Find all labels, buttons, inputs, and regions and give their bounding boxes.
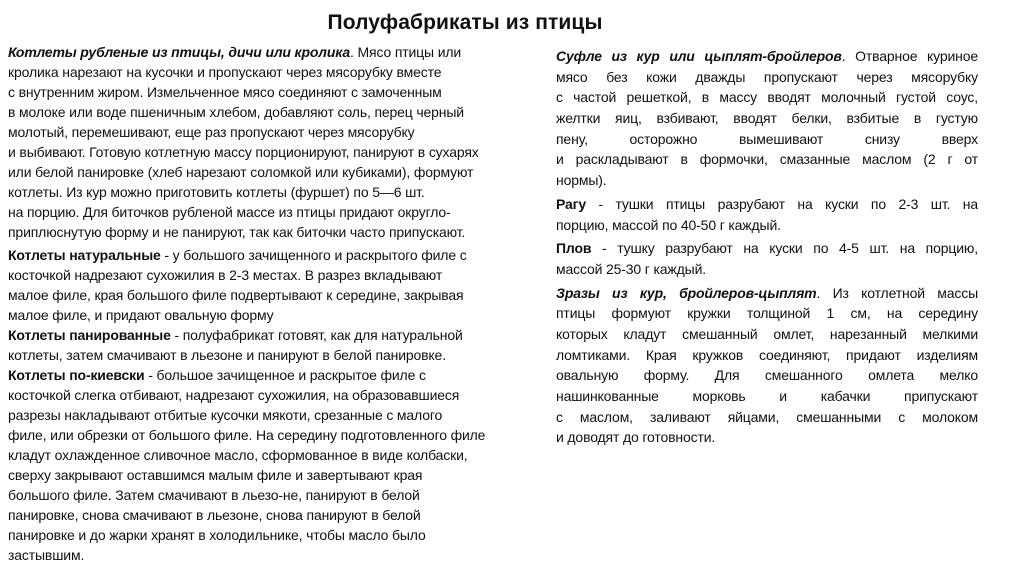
paragraph-breaded-cutlets	[8, 325, 553, 365]
paragraph-ragout	[556, 194, 978, 235]
text-line: с маслом, заливают яйцами, смешанными с молоком	[556, 408, 978, 425]
paragraph-souffle	[556, 46, 978, 191]
paragraph-heading: Рагу	[556, 195, 586, 212]
text-line: Рагу - тушки птицы разрубают на куски по 2-3 шт. на	[556, 195, 978, 212]
text-line: разрезы накладывают отбитые кусочки мякоти, срезанные с малого	[8, 407, 443, 423]
paragraph-heading: Котлеты по-киевски	[8, 367, 145, 383]
paragraph-heading: Суфле из кур или цыплят-бройлеров	[556, 48, 842, 64]
text-line: ломтиками. Края кружков соединяют, придают изделиям	[556, 346, 978, 363]
text-line: Котлеты рубленые из птицы, дичи или кролика. Мясо птицы или	[8, 44, 462, 60]
paragraph-heading: Котлеты натуральные	[8, 247, 161, 263]
text-line: молотый, перемешивают, еще раз пропускают через мясорубку	[8, 124, 415, 140]
text-line: и доводят до готовности.	[556, 429, 716, 446]
text-line: и раскладывают в формочки, смазанные маслом (2 г от	[556, 151, 978, 168]
text-line: с внутренним жиром. Измельченное мясо соединяют с замоченным	[8, 84, 442, 100]
text-line: нормы).	[556, 172, 607, 189]
text-line: на порцию. Для биточков рубленой массе из птицы придают округло-	[8, 204, 451, 220]
text-line: пену, осторожно вымешивают снизу вверх	[556, 130, 978, 147]
text-line: сверху закрывают оставшимся малым филе и завертывают края	[8, 467, 423, 483]
paragraph-chopped-cutlets	[8, 42, 553, 242]
text-line: с частой решеткой, в массу вводят молочный густой соус,	[556, 89, 978, 106]
right-column	[556, 46, 978, 448]
text-line: или белой панировке (хлеб нарезают соломкой или кубиками), формуют	[8, 164, 474, 180]
text-line: панировке, снова смачивают в льезоне, снова панируют в белой	[8, 507, 421, 523]
text-line: малое филе, и придают овальную форму	[8, 307, 274, 323]
text-line: малое филе, края большого филе подвертывают к середине, закрывая	[8, 287, 464, 303]
text-line: и выбивают. Готовую котлетную массу порционируют, панируют в сухарях	[8, 144, 479, 160]
text-line: Котлеты панированные - полуфабрикат готовят, как для натуральной	[8, 327, 463, 343]
paragraph-natural-cutlets	[8, 245, 553, 325]
text-line: котлеты, затем смачивают в льезоне и панируют в белой панировке.	[8, 347, 446, 363]
text-line: Котлеты натуральные - у большого зачищенного и раскрытого филе с	[8, 247, 467, 263]
paragraph-heading: Зразы из кур, бройлеров-цыплят	[556, 284, 817, 301]
text-line: застывшим.	[8, 547, 85, 563]
text-line: массой 25-30 г каждый.	[556, 260, 706, 277]
text-line: косточкой слегка отбивают, надрезают сухожилия, на образовавшиеся	[8, 387, 460, 403]
text-line: мясо без кожи дважды пропускают через мясорубку	[556, 68, 978, 85]
text-line: кролика нарезают на кусочки и пропускают через мясорубку вместе	[8, 64, 442, 80]
text-line: косточкой надрезают сухожилия в 2-3 местах. В разрез вкладывают	[8, 267, 443, 283]
paragraph-zrazy	[556, 283, 978, 449]
paragraph-heading: Котлеты панированные	[8, 327, 171, 343]
text-line: панировке и до жарки хранят в холодильнике, чтобы масло было	[8, 527, 426, 543]
text-line: Зразы из кур, бройлеров-цыплят. Из котлетной массы	[556, 284, 978, 301]
paragraph-kiev-cutlets	[8, 365, 553, 565]
text-line: Суфле из кур или цыплят-бройлеров. Отварное куриное	[556, 48, 978, 64]
text-line: желтки яиц, взбивают, вводят белки, взбитые в густую	[556, 110, 978, 127]
text-line: кладут охлажденное сливочное масло, сформованное в виде колбаски,	[8, 447, 468, 463]
text-line: нашинкованные морковь и кабачки припускают	[556, 388, 978, 404]
text-line: Плов - тушку разрубают на куски по 4-5 шт. на порцию,	[556, 240, 978, 257]
text-line: в молоке или воде пшеничным хлебом, добавляют соль, перец черный	[8, 104, 464, 120]
text-line: приплюснутую форму и не панируют, так как биточки часто припускают.	[8, 224, 466, 240]
paragraph-heading: Плов	[556, 240, 592, 257]
text-line: порцию, массой по 40-50 г каждый.	[556, 216, 781, 233]
page-title: Полуфабрикаты из птицы	[327, 11, 603, 34]
text-line: филе, или обрезки от большого филе. На середину подготовленного филе	[8, 427, 486, 443]
text-line: Котлеты по-киевски - большое зачищенное и раскрытое филе с	[8, 367, 426, 383]
paragraph-pilaf	[556, 238, 978, 279]
text-line: которых кладут смешанный омлет, нарезанный мелкими	[556, 325, 978, 342]
paragraph-heading: Котлеты рубленые из птицы, дичи или кролика	[8, 44, 351, 60]
text-line: овальную форму. Для смешанного омлета мелко	[556, 367, 978, 384]
text-line: большого филе. Затем смачивают в льезо-не, панируют в белой	[8, 487, 420, 503]
text-line: птицы формуют кружки толщиной 1 см, на середину	[556, 305, 978, 322]
text-line: котлеты. Из кур можно приготовить котлеты (фуршет) по 5—6 шт.	[8, 184, 425, 200]
left-column	[8, 42, 553, 565]
